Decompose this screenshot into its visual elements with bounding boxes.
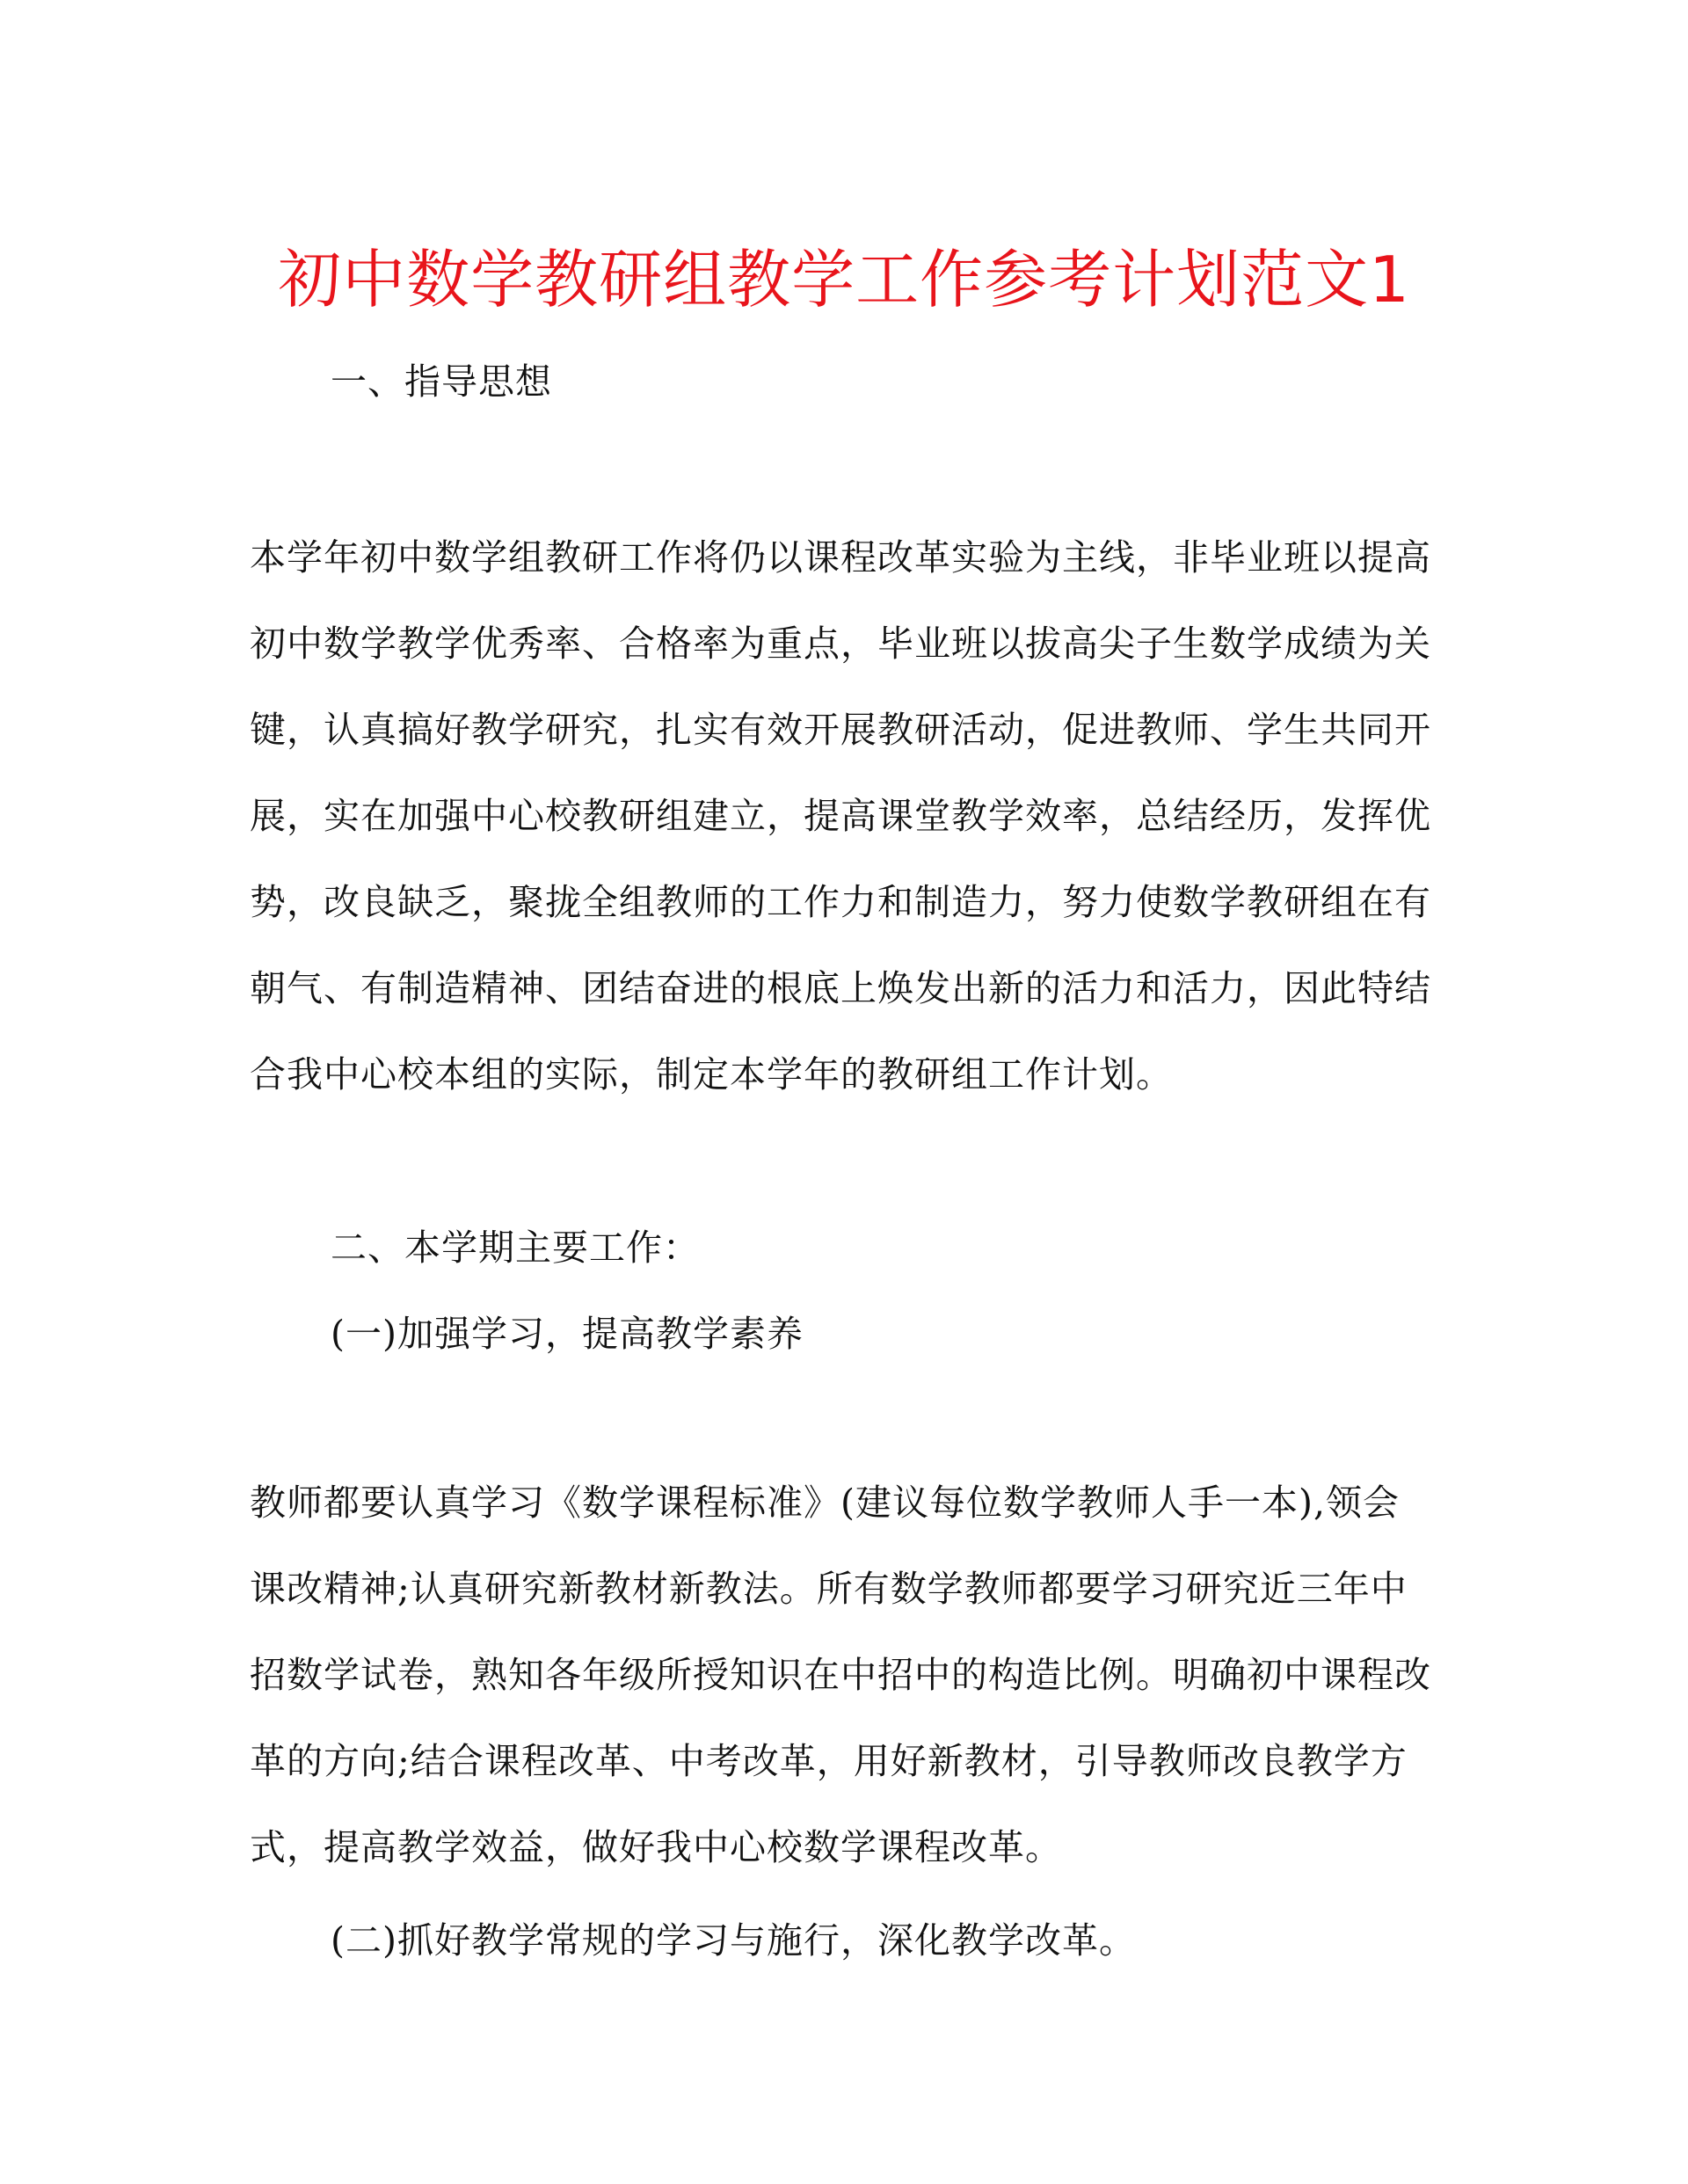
section-heading-main-work: 二、本学期主要工作： bbox=[331, 1227, 700, 1269]
subsection-heading-teaching-routine: (二)抓好教学常规的学习与施行，深化教学改革。 bbox=[331, 1919, 1136, 1962]
paragraph-guiding-ideology: 本学年初中数学组教研工作将仍以课程改革实验为主线，非毕业班以提高初中数学教学优秀率、合格率为重点，毕业班以拔高尖子生数学成绩为关键，认真搞好教学研究，扎实有效开展教研活动，促进教师、学生共同开展，实在加强中心校教研组建立，提高课堂教学效率，总结经历，发挥优势，改良缺乏，聚拢全组教师的工作力和制造力，努力使数学教研组在有朝气、有制造精神、团结奋进的根底上焕发出新的活力和活力，因此特结合我中心校本组的实际，制定本学年的教研组工作计划。 bbox=[250, 536, 1431, 1096]
section-heading-guiding-ideology: 一、指导思想 bbox=[331, 360, 552, 403]
subsection-heading-strengthen-learning: (一)加强学习，提高教学素养 bbox=[331, 1313, 804, 1355]
paragraph-strengthen-learning: 教师都要认真学习《数学课程标准》(建议每位数学教师人手一本),领会课改精神;认真研究新教材新教法。所有数学教师都要学习研究近三年中招数学试卷，熟知各年级所授知识在中招中的构造比例。明确初中课程改革的方向;结合课程改革、中考改革，用好新教材，引导教师改良教学方式，提高教学效益，做好我中心校数学课程改革。 bbox=[250, 1481, 1431, 1868]
document-title: 初中数学教研组教学工作参考计划范文1 bbox=[278, 243, 1410, 317]
